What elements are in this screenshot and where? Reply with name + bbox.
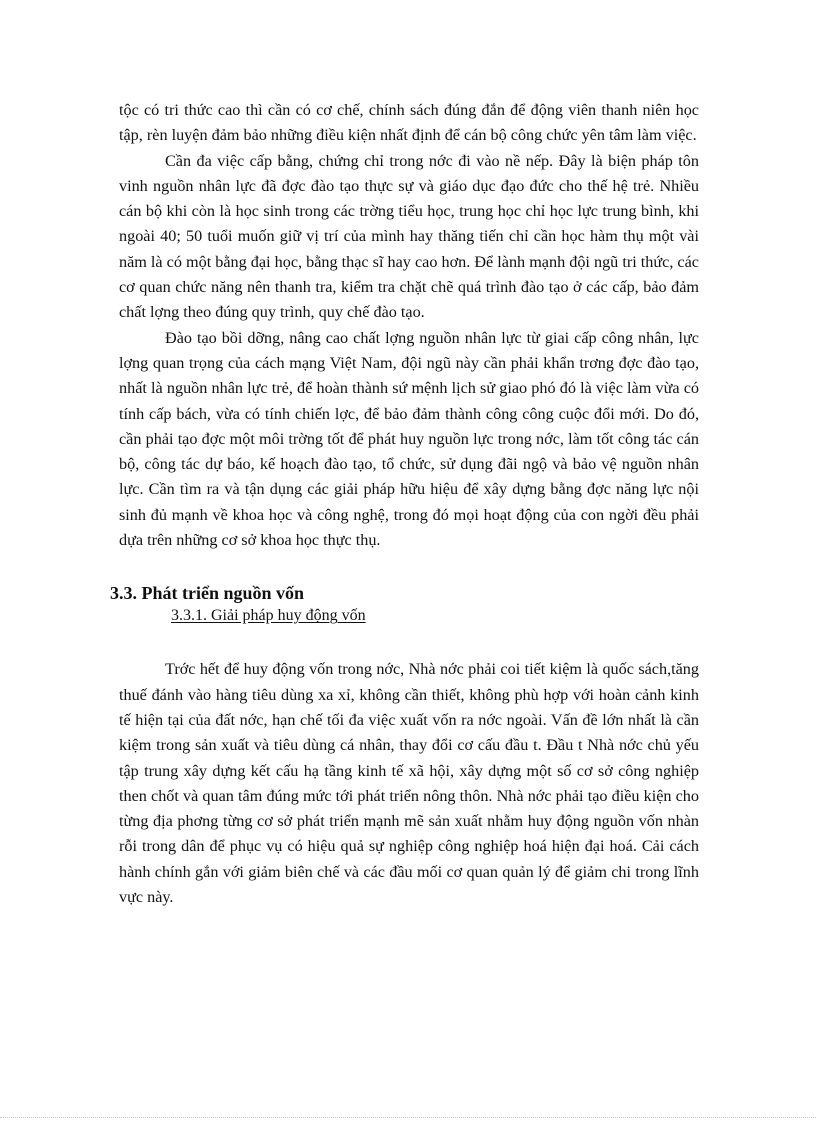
body-paragraph: tộc có tri thức cao thì cần có cơ chế, chính sách đúng đắn để động viên thanh niên học tập, rèn luyện đảm bảo những điều kiện nhất định để cán bộ công chức yên tâm làm việc. xyxy=(119,101,699,145)
subsection-heading: 3.3.1. Giải pháp huy động vốn xyxy=(171,607,366,625)
section-heading: 3.3. Phát triển nguồn vốn xyxy=(110,583,305,604)
body-paragraph: Trớc hết để huy động vốn trong nớc, Nhà nớc phải coi tiết kiệm là quốc sách,tăng thuế đánh vào hàng tiêu dùng xa xỉ, không cần thiết, không phù hợp với hoàn cảnh kinh tế hiện tại của đất nớc, hạn chế tối đa việc xuất vốn ra nớc ngoài. Vấn đề lớn nhất là cần kiệm trong sản xuất và tiêu dùng cá nhân, thay đổi cơ cấu đầu t. Đầu t Nhà nớc chủ yếu tập trung xây dựng kết cấu hạ tầng kinh tế xã hội, xây dựng một số cơ sở công nghiệp then chốt và quan tâm đúng mức tới phát triển nông thôn. Nhà nớc phải tạo điều kiện cho từng địa phơng từng cơ sở phát triển mạnh mẽ sản xuất nhằm huy động nguồn vốn nhàn rỗi trong dân để phục vụ có hiệu quả sự nghiệp công nghiệp hoá hiện đại hoá. Cải cách hành chính gắn với giảm biên chế và các đầu mối cơ quan quản lý để giảm chi trong lĩnh vực này. xyxy=(119,660,699,907)
document-body xyxy=(110,98,699,910)
body-paragraph: Đào tạo bồi dỡng, nâng cao chất lợng nguồn nhân lực từ giai cấp công nhân, lực lợng quan trọng của cách mạng Việt Nam, đội ngũ này cần phải khẩn trơng đợc đào tạo, nhất là nguồn nhân lực trẻ, để hoàn thành sứ mệnh lịch sử giao phó đó là việc làm vừa có tính cấp bách, vừa có tính chiến lợc, để bảo đảm thành công công cuộc đổi mới. Do đó, cần phải tạo đợc một môi trờng tốt để phát huy nguồn lực trong nớc, làm tốt công tác cán bộ, công tác dự báo, kế hoạch đào tạo, tổ chức, sử dụng đãi ngộ và bảo vệ nguồn nhân lực. Cần tìm ra và tận dụng các giải pháp hữu hiệu để xây dựng bằng đợc năng lực nội sinh đủ mạnh về khoa học và công nghệ, trong đó mọi hoạt động của con ngời đều phải dựa trên những cơ sở khoa học thực thụ. xyxy=(119,328,699,550)
body-paragraph: Cần đa việc cấp bằng, chứng chỉ trong nớc đi vào nề nếp. Đây là biện pháp tôn vinh nguồn nhân lực đã đợc đào tạo thực sự và giáo dục đạo đức cho thế hệ trẻ. Nhiều cán bộ khi còn là học sinh trong các trờng tiểu học, trung học chỉ học lực trung bình, khi ngoài 40; 50 tuổi muốn giữ vị trí của mình hay thăng tiến chỉ cần học hàm thụ một vài năm là có một bằng đại học, bằng thạc sĩ hay cao hơn. Để lành mạnh đội ngũ tri thức, các cơ quan chức năng nên thanh tra, kiểm tra chặt chẽ quá trình đào tạo ở các cấp, bảo đảm chất lợng theo đúng quy trình, quy chế đào tạo. xyxy=(119,151,699,322)
page-bottom-divider xyxy=(0,1117,816,1118)
